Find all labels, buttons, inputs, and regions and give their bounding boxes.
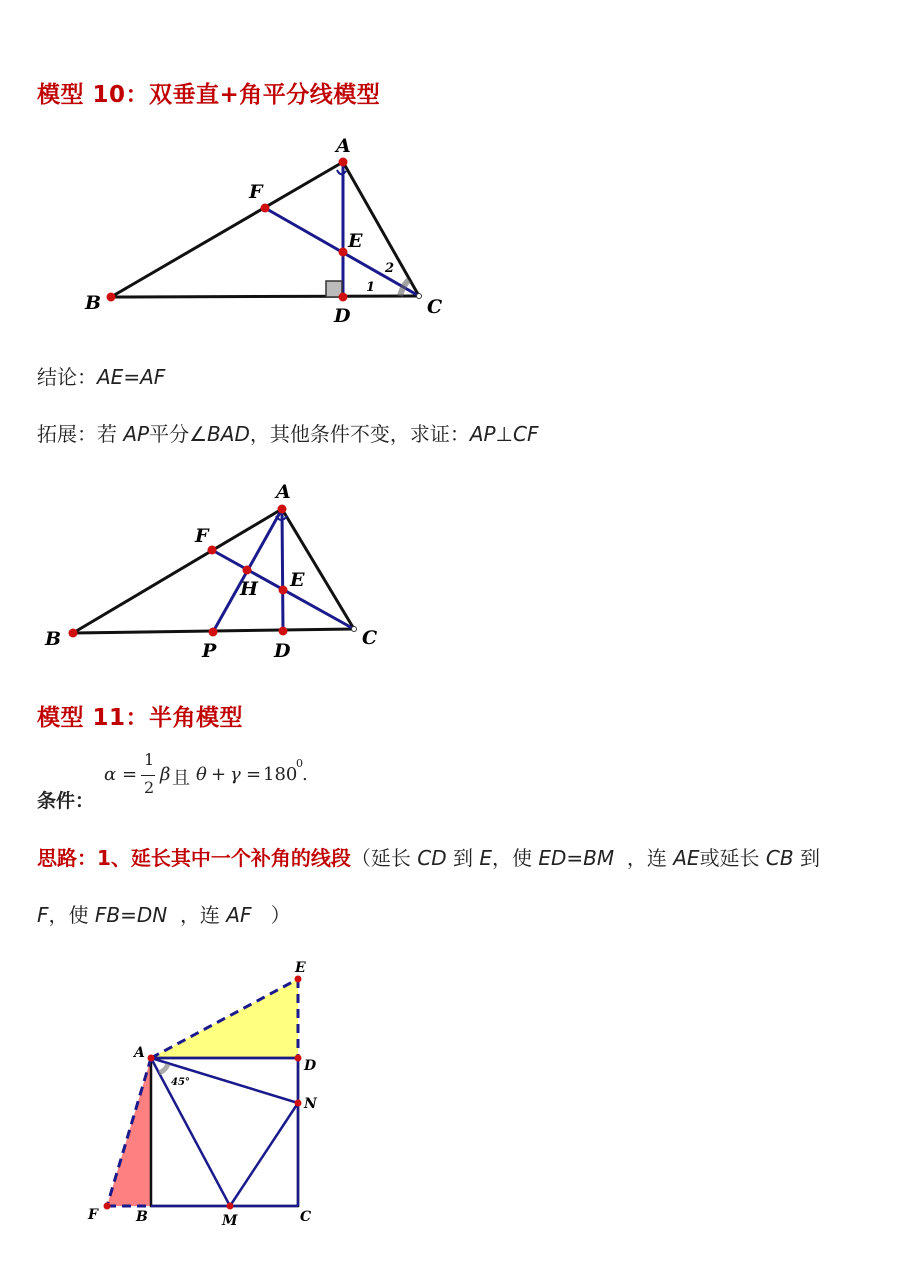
- point-e-2: [279, 586, 288, 595]
- formula-value: 180: [263, 764, 298, 785]
- idea-to: 到: [453, 846, 480, 870]
- point-d-3: [295, 1055, 302, 1062]
- formula-and: 且: [172, 768, 190, 789]
- formula-alpha: α: [104, 764, 117, 785]
- idea-e: E: [479, 846, 493, 870]
- label-c-2: C: [362, 627, 378, 649]
- segment-bc: [111, 296, 419, 297]
- label-angle-2: 2: [385, 261, 395, 276]
- point-n-3: [295, 1100, 302, 1107]
- point-e: [339, 248, 348, 257]
- condition-label: 条件：: [37, 790, 95, 812]
- model-10-title: 模型 10：双垂直+角平分线模型: [37, 82, 381, 108]
- point-h-2: [243, 566, 252, 575]
- idea-use: ，使: [492, 846, 539, 870]
- idea-ed: ED=BM: [538, 846, 615, 870]
- segment-ad-2: [282, 509, 283, 631]
- label-p-2: P: [202, 640, 217, 662]
- point-a-2: [278, 505, 287, 514]
- idea-line-1: [37, 842, 820, 871]
- idea-cb: CB: [765, 846, 794, 870]
- idea-fb: FB=DN: [94, 903, 168, 927]
- formula-theta: θ: [196, 764, 207, 785]
- extension-ap: AP: [123, 422, 150, 446]
- idea-to2: 到: [799, 846, 820, 870]
- idea-line-2: [37, 899, 291, 928]
- label-a-2: A: [276, 481, 291, 503]
- label-f: F: [249, 181, 263, 203]
- formula-eq: =: [122, 764, 138, 785]
- formula-bar: [141, 775, 155, 776]
- label-c: C: [427, 296, 443, 318]
- idea-f: F: [37, 903, 49, 927]
- formula-num: 1: [144, 750, 155, 769]
- point-f: [261, 204, 270, 213]
- conclusion-value: AE=AF: [97, 365, 166, 389]
- point-c-2: [352, 627, 357, 632]
- extension-angle: ∠BAD: [189, 422, 250, 446]
- idea-link2: ，连: [179, 903, 227, 927]
- extension-tail: ，其他条件不变，求证：: [249, 422, 470, 446]
- label-f-3: F: [88, 1207, 98, 1223]
- point-b-2: [69, 629, 78, 638]
- idea-ae: AE: [673, 846, 700, 870]
- angle-mark-45: [159, 1064, 168, 1073]
- label-h-2: H: [240, 578, 258, 600]
- point-d: [339, 293, 348, 302]
- segment-mn: [230, 1103, 298, 1206]
- extension-label: 拓展：若: [37, 422, 124, 446]
- point-p-2: [209, 628, 218, 637]
- point-a: [339, 158, 348, 167]
- model-11-title: 模型 11：半角模型: [37, 705, 244, 731]
- point-a-3: [148, 1055, 155, 1062]
- point-e-3: [295, 976, 302, 983]
- conclusion-line: [37, 361, 165, 390]
- formula-beta: β: [160, 764, 171, 785]
- label-angle-1: 1: [366, 280, 376, 295]
- label-a: A: [336, 135, 351, 157]
- figure-2-diagram: [0, 478, 400, 668]
- label-d: D: [334, 305, 351, 327]
- label-a-3: A: [134, 1045, 145, 1061]
- idea-af: AF: [226, 903, 252, 927]
- figure-3-diagram: [0, 950, 360, 1240]
- point-c: [417, 294, 422, 299]
- idea-link: ，连: [626, 846, 674, 870]
- idea-close: ）: [270, 903, 291, 927]
- label-m-3: M: [222, 1213, 238, 1229]
- formula-dot: .: [302, 764, 308, 785]
- label-b: B: [85, 292, 102, 314]
- label-angle-45: 45°: [171, 1077, 190, 1088]
- idea-cd: CD: [417, 846, 447, 870]
- label-e: E: [348, 230, 363, 252]
- segment-am: [151, 1058, 230, 1206]
- formula-gamma: γ: [230, 764, 241, 785]
- label-b-2: B: [45, 628, 62, 650]
- extension-goal: AP⊥CF: [469, 422, 539, 446]
- label-d-2: D: [274, 640, 291, 662]
- idea-step: 1、延长其中一个补角的线段: [97, 846, 351, 870]
- formula-den: 2: [144, 778, 155, 797]
- idea-label: 思路：: [37, 846, 97, 870]
- extension-mid: 平分: [149, 422, 190, 446]
- idea-text1: （延长: [350, 846, 418, 870]
- label-e-3: E: [295, 960, 306, 976]
- label-d-3: D: [304, 1058, 317, 1074]
- formula-sup: 0: [296, 757, 303, 770]
- point-f-3: [104, 1203, 111, 1210]
- conclusion-label: 结论：: [37, 365, 97, 389]
- label-n-3: N: [304, 1096, 317, 1112]
- label-c-3: C: [300, 1209, 312, 1225]
- point-b: [107, 293, 116, 302]
- point-f-2: [208, 546, 217, 555]
- label-b-3: B: [136, 1209, 148, 1225]
- label-e-2: E: [290, 569, 305, 591]
- formula-plus: +: [211, 764, 227, 785]
- idea-use2: ，使: [48, 903, 95, 927]
- segment-ba: [111, 162, 343, 297]
- point-d-2: [279, 627, 288, 636]
- label-f-2: F: [195, 525, 209, 547]
- formula-eq2: =: [246, 764, 262, 785]
- figure-1-diagram: [0, 130, 470, 330]
- point-m-3: [227, 1203, 234, 1210]
- idea-or: 或延长: [699, 846, 766, 870]
- extension-line: [37, 418, 538, 447]
